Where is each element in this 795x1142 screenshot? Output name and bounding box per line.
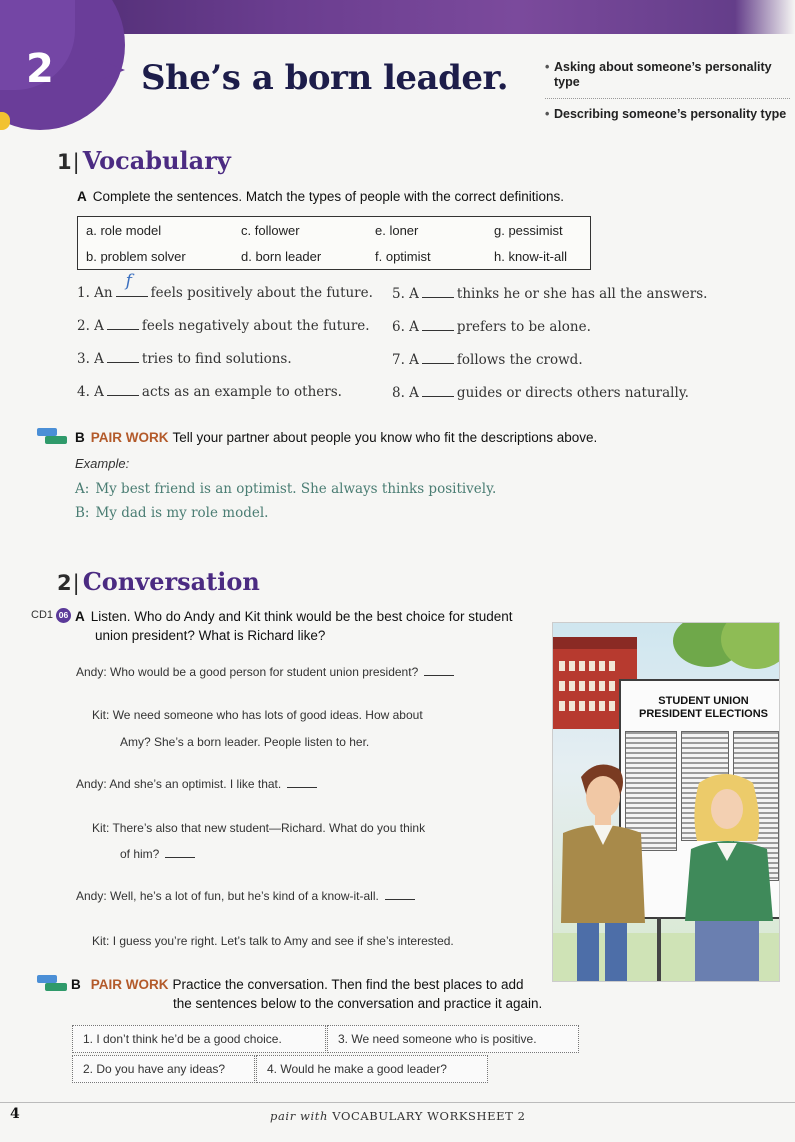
vocab-word: g. pessimist: [494, 223, 563, 238]
dialogue-line: Kit: There’s also that new student—Richard. What do you think: [92, 821, 426, 835]
audio-track-icon[interactable]: 06: [56, 608, 71, 623]
dialogue-line: Kit: I guess you’re right. Let’s talk to Amy and see if she’s interested.: [92, 934, 454, 948]
footer-worksheet-reference: pair with VOCABULARY WORKSHEET 2: [270, 1109, 526, 1123]
sentence-item: 3. A tries to find solutions.: [77, 351, 292, 367]
dialogue-blank[interactable]: [424, 666, 454, 676]
answer-blank[interactable]: [107, 384, 139, 396]
vocab-word: e. loner: [375, 223, 419, 238]
vocab-word: d. born leader: [241, 249, 322, 264]
sentence-option: 3. We need someone who is positive.: [327, 1025, 579, 1053]
sentence-item: 2. A feels negatively about the future.: [77, 318, 370, 334]
footer-divider: [0, 1102, 795, 1103]
dialogue-line-cont: Amy? She’s a born leader. People listen to her.: [120, 735, 370, 749]
vocab-word: h. know-it-all: [494, 249, 567, 264]
top-banner-fade: [735, 0, 795, 34]
unit-number: 2: [26, 46, 54, 92]
answer-blank[interactable]: f: [116, 285, 148, 297]
decorative-accent: [0, 112, 10, 130]
dialogue-line: Kit: We need someone who has lots of good ideas. How about: [92, 708, 423, 722]
audio-track-label[interactable]: CD1 06: [31, 608, 71, 623]
dialogue-line: Andy: Who would be a good person for student union president?: [76, 663, 454, 681]
answer-blank[interactable]: [107, 351, 139, 363]
sentence-item: 7. A follows the crowd.: [392, 352, 583, 368]
goal-item: • Asking about someone’s personality type: [545, 60, 790, 99]
sentence-item: 8. A guides or directs others naturally.: [392, 385, 689, 401]
sentence-item: 5. A thinks he or she has all the answers.: [392, 286, 708, 302]
answer-blank[interactable]: [422, 319, 454, 331]
section-heading-vocabulary: 1| Vocabulary: [57, 146, 231, 175]
sentence-option: 4. Would he make a good leader?: [256, 1055, 488, 1083]
page-number: 4: [10, 1106, 20, 1122]
vocabulary-word-box: [77, 216, 591, 270]
sentence-item: 4. A acts as an example to others.: [77, 384, 342, 400]
example-line: B: My dad is my role model.: [75, 505, 269, 521]
goal-item: • Describing someone’s personality type: [545, 107, 787, 121]
answer-blank[interactable]: [422, 385, 454, 397]
sentence-item: 1. An f feels positively about the future.: [77, 271, 373, 301]
answer-blank[interactable]: [422, 352, 454, 364]
answer-blank[interactable]: [422, 286, 454, 298]
vocab-word: b. problem solver: [86, 249, 186, 264]
unit-title: She’s a born leader.: [141, 58, 509, 98]
board-title: STUDENT UNION PRESIDENT ELECTIONS: [639, 695, 768, 720]
male-student-illustration: [553, 753, 653, 982]
vocab-word: a. role model: [86, 223, 162, 238]
dialogue-line: Andy: Well, he’s a lot of fun, but he’s kind of a know-it-all.: [76, 887, 415, 905]
section-heading-conversation: 2| Conversation: [57, 567, 260, 596]
conversation-pair-work-instruction: B PAIR WORK Practice the conversation. Then find the best places to add: [71, 977, 524, 992]
sentence-option: 1. I don’t think he’d be a good choice.: [72, 1025, 326, 1053]
unit-goals: [545, 60, 795, 122]
pair-work-instruction: B PAIR WORK Tell your partner about people you know who fit the descriptions above.: [75, 430, 598, 445]
dialogue-line-cont: of him?: [120, 845, 195, 863]
vocab-word: f. optimist: [375, 249, 431, 264]
pair-work-icon: [37, 975, 67, 991]
pair-work-icon: [37, 428, 67, 444]
dialogue-line: Andy: And she’s an optimist. I like that.: [76, 775, 317, 793]
example-label: Example:: [75, 456, 130, 471]
example-line: A: My best friend is an optimist. She always thinks positively.: [75, 481, 497, 497]
conversation-pair-work-instruction-cont: the sentences below to the conversation and practice it again.: [173, 996, 543, 1011]
board-post: [657, 917, 661, 982]
tree-icon: [721, 622, 780, 669]
conversation-instruction-a-cont: union president? What is Richard like?: [95, 628, 326, 643]
dialogue-blank[interactable]: [385, 890, 415, 900]
vocab-instruction-a: A Complete the sentences. Match the types of people with the correct definitions.: [77, 189, 565, 204]
sentence-item: 6. A prefers to be alone.: [392, 319, 591, 335]
election-illustration: [552, 622, 780, 982]
unit-badge-pointer: [95, 58, 125, 82]
dialogue-blank[interactable]: [165, 848, 195, 858]
dialogue-blank[interactable]: [287, 778, 317, 788]
sentence-option: 2. Do you have any ideas?: [72, 1055, 255, 1083]
conversation-instruction-a: A Listen. Who do Andy and Kit think would be the best choice for student: [75, 609, 513, 624]
vocab-word: c. follower: [241, 223, 300, 238]
answer-blank[interactable]: [107, 318, 139, 330]
female-student-illustration: [673, 771, 780, 982]
